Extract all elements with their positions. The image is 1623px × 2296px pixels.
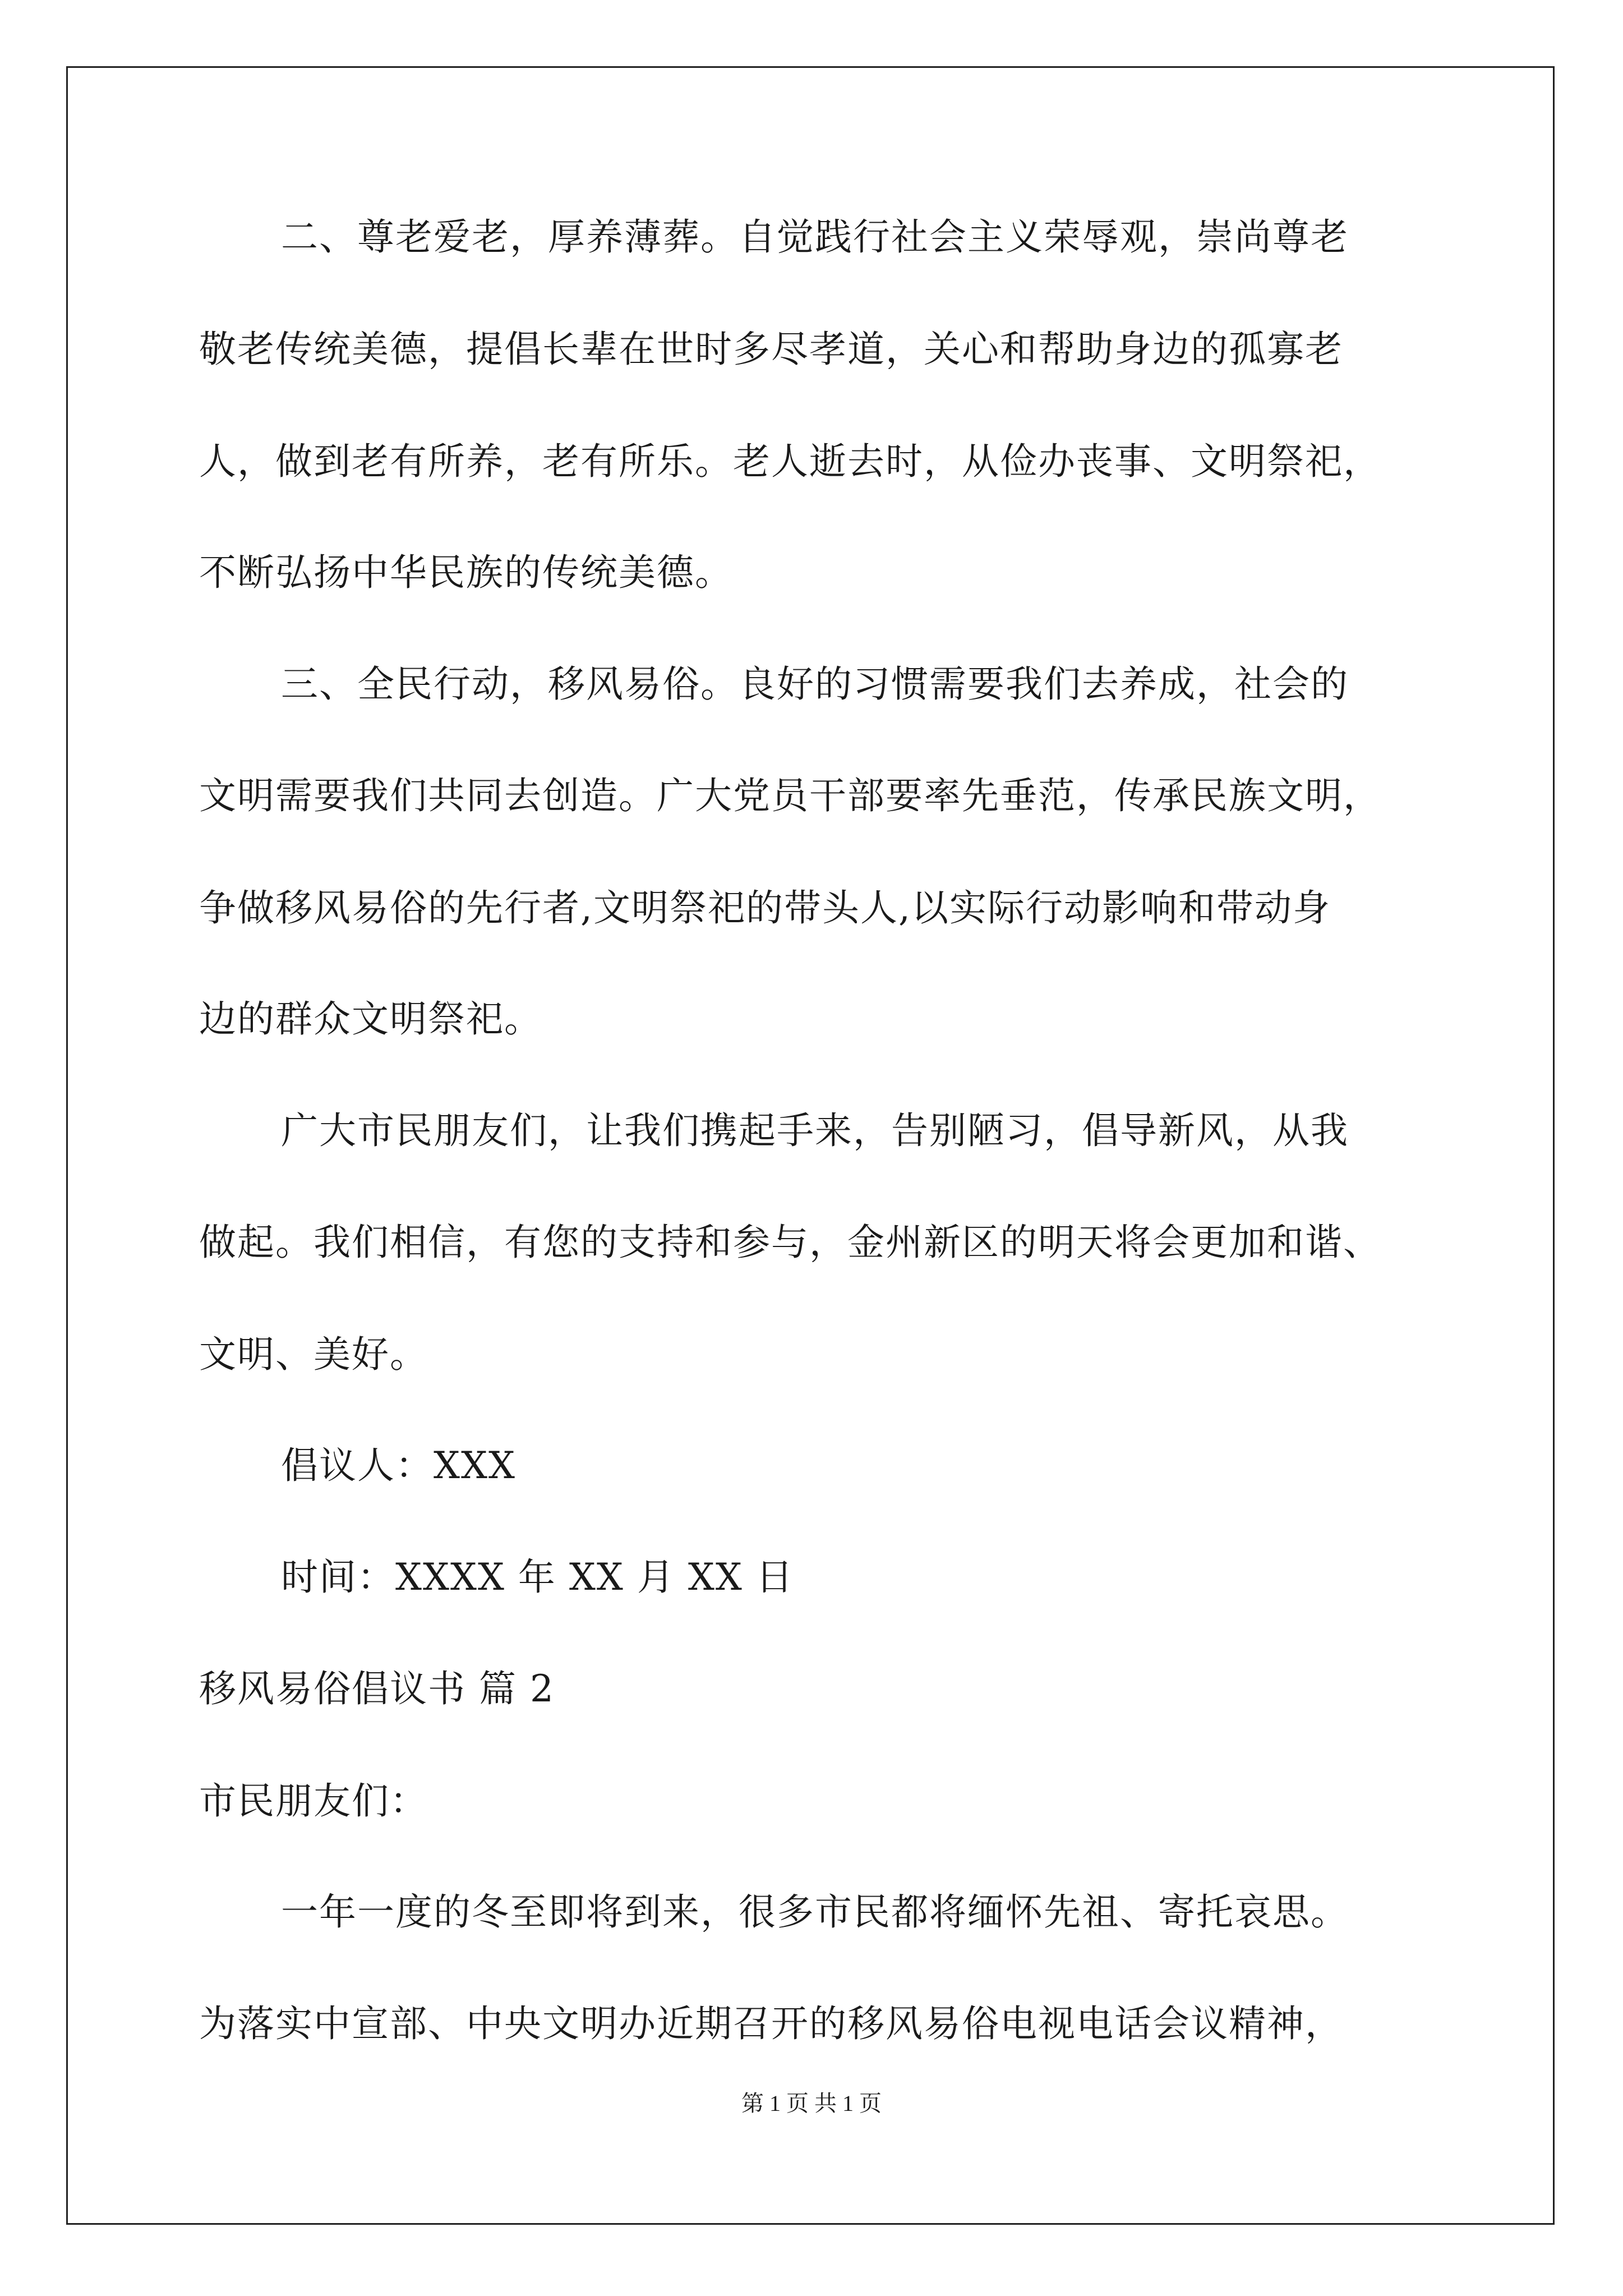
text-line: 不断弘扬中华民族的传统美德。 (199, 551, 733, 594)
text-line: 边的群众文明祭祀。 (199, 997, 542, 1041)
text-line: 做起。我们相信，有您的支持和参与，金州新区的明天将会更加和谐、 (199, 1221, 1381, 1264)
text-line: 敬老传统美德，提倡长辈在世时多尽孝道，关心和帮助身边的孤寡老 (199, 328, 1343, 371)
text-line: 一年一度的冬至即将到来，很多市民都将缅怀先祖、寄托哀思。 (281, 1890, 1349, 1934)
text-line: 为落实中宣部、中央文明办近期召开的移风易俗电视电话会议精神， (199, 2002, 1343, 2045)
text-line: 三、全民行动，移风易俗。良好的习惯需要我们去养成，社会的 (281, 662, 1349, 706)
text-line: 二、尊老爱老，厚养薄葬。自觉践行社会主义荣辱观，崇尚尊老 (281, 215, 1349, 259)
salutation: 市民朋友们： (199, 1779, 428, 1823)
section-title: 移风易俗倡议书 篇 2 (199, 1667, 555, 1710)
text-line: 争做移风易俗的先行者,文明祭祀的带头人,以实际行动影响和带动身 (199, 886, 1331, 930)
text-line: 文明需要我们共同去创造。广大党员干部要率先垂范，传承民族文明， (199, 774, 1381, 817)
page-footer: 第 1 页 共 1 页 (741, 2091, 882, 2116)
text-line: 广大市民朋友们，让我们携起手来，告别陋习，倡导新风，从我 (281, 1109, 1349, 1152)
proposer-line: 倡议人：XXX (281, 1444, 516, 1487)
date-line: 时间：XXXX 年 XX 月 XX 日 (281, 1556, 794, 1599)
text-line: 文明、美好。 (199, 1333, 428, 1376)
text-line: 人，做到老有所养，老有所乐。老人逝去时，从俭办丧事、文明祭祀， (199, 440, 1381, 483)
